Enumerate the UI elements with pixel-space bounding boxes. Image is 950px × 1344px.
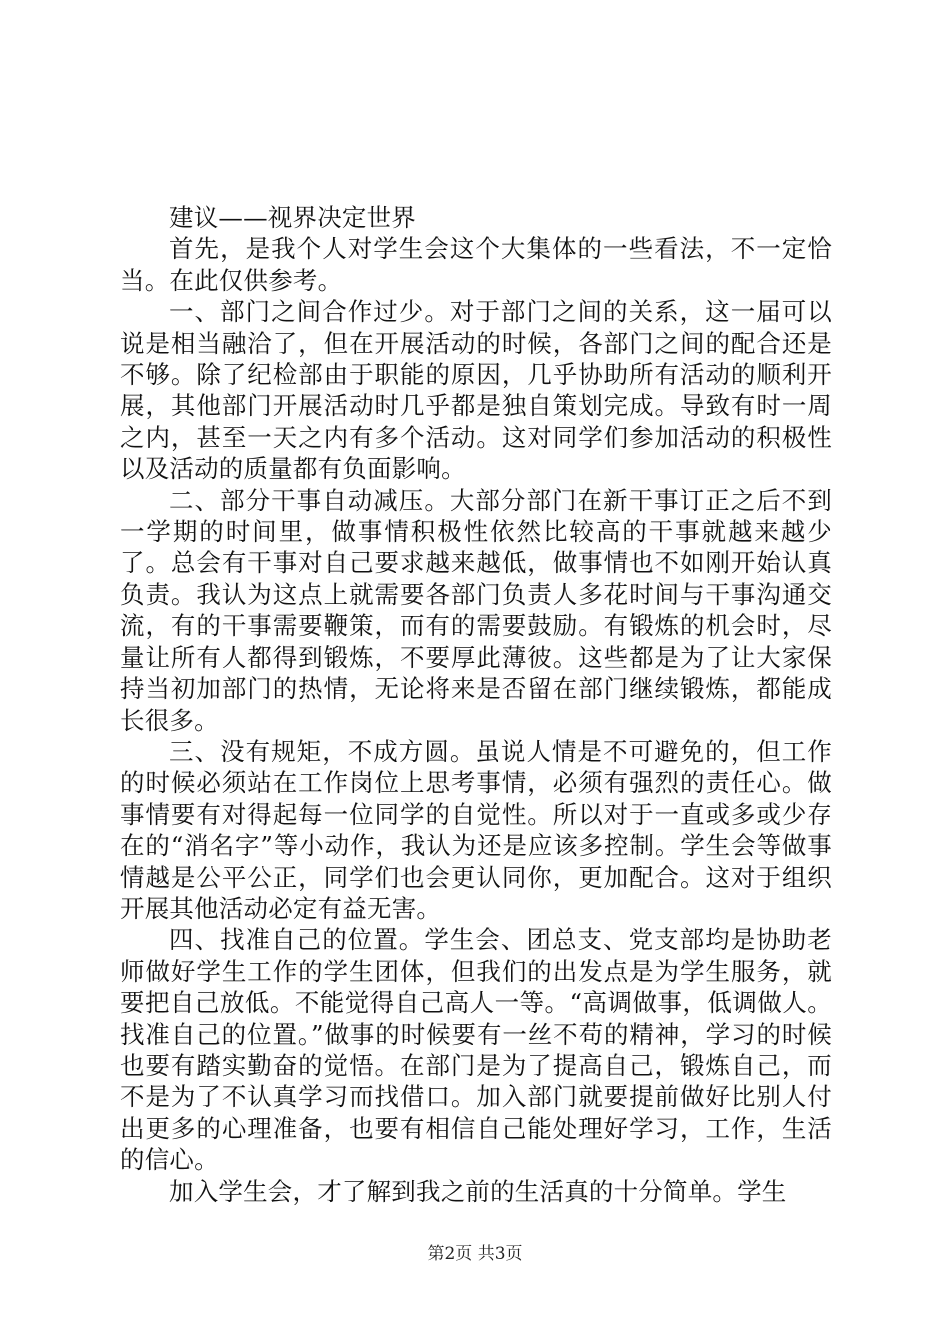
- paragraph-point-1: 一、部门之间合作过少。对于部门之间的关系，这一届可以说是相当融洽了，但在开展活动的时候，各部门之间的配合还是不够。除了纪检部由于职能的原因，几乎协助所有活动的顺利开展，其他部门开展活动时几乎都是独自策划完成。导致有时一周之内，甚至一天之内有多个活动。这对同学们参加活动的积极性以及活动的质量都有负面影响。: [120, 297, 832, 484]
- paragraph-point-2: 二、部分干事自动减压。大部分部门在新干事订正之后不到一学期的时间里，做事情积极性依然比较高的干事就越来越少了。总会有干事对自己要求越来越低，做事情也不如刚开始认真负责。我认为这点上就需要各部门负责人多花时间与干事沟通交流，有的干事需要鞭策，而有的需要鼓励。有锻炼的机会时，尽量让所有人都得到锻炼，不要厚此薄彼。这些都是为了让大家保持当初加部门的热情，无论将来是否留在部门继续锻炼，都能成长很多。: [120, 485, 832, 735]
- page-number-label: 第2页 共3页: [427, 1244, 523, 1264]
- document-title-line: 建议——视界决定世界: [169, 203, 416, 232]
- paragraph-intro: 首先，是我个人对学生会这个大集体的一些看法，不一定恰当。在此仅供参考。: [120, 234, 832, 295]
- document-body: [120, 202, 832, 1207]
- paragraph-point-3: 三、没有规矩，不成方圆。虽说人情是不可避免的，但工作的时候必须站在工作岗位上思考事情，必须有强烈的责任心。做事情要有对得起每一位同学的自觉性。所以对于一直或多或少存在的“消名字”等小动作，我认为还是应该多控制。学生会等做事情越是公平公正，同学们也会更认同你，更加配合。这对于组织开展其他活动必定有益无害。: [120, 736, 832, 923]
- page-footer: [0, 1243, 950, 1265]
- paragraph-closing: 加入学生会，才了解到我之前的生活真的十分简单。学生: [169, 1176, 787, 1206]
- paragraph-point-4: 四、找准自己的位置。学生会、团总支、党支部均是协助老师做好学生工作的学生团体，但我们的出发点是为学生服务，就要把自己放低。不能觉得自己高人一等。“高调做事，低调做人。找准自己的位置。”做事的时候要有一丝不苟的精神，学习的时候也要有踏实勤奋的觉悟。在部门是为了提高自己，锻炼自己，而不是为了不认真学习而找借口。加入部门就要提前做好比别人付出更多的心理准备，也要有相信自己能处理好学习，工作，生活的信心。: [120, 925, 832, 1175]
